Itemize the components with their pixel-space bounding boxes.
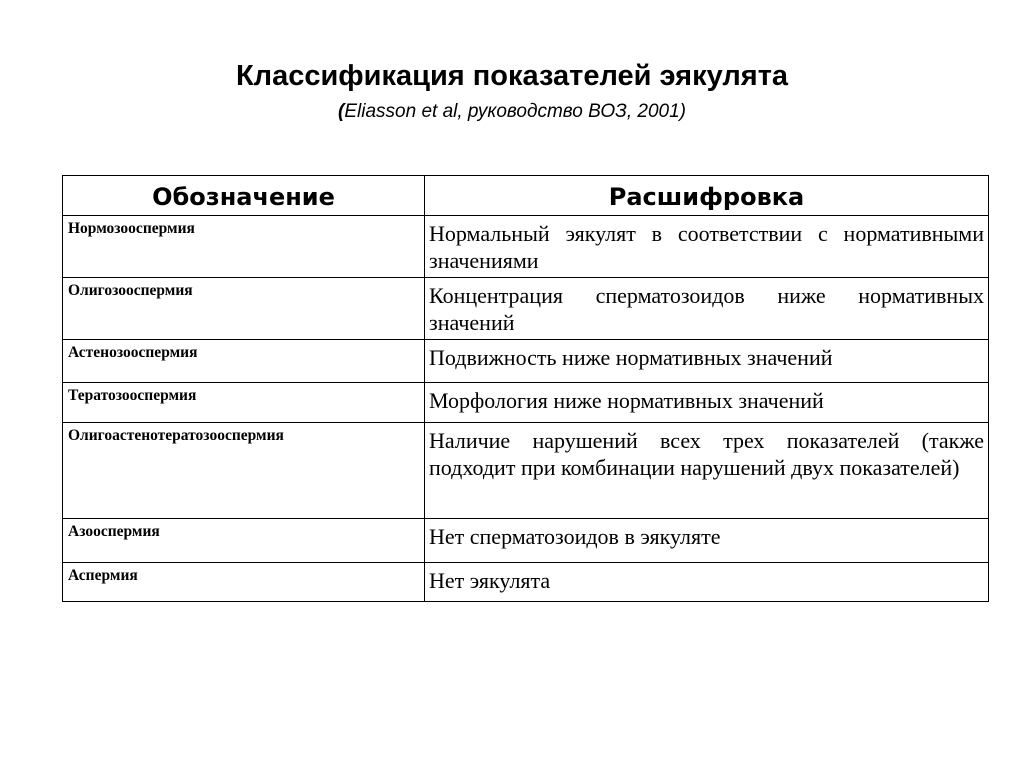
header-decoding: Расшифровка [425,176,989,216]
description-cell: Подвижность ниже нормативных значений [425,340,989,383]
slide-subtitle [0,101,1024,123]
table-row [63,383,989,423]
term-cell: Тератозооспермия [63,383,425,423]
table-row [63,563,989,602]
classification-table [62,175,989,602]
table-row [63,423,989,519]
term-cell: Астенозооспермия [63,340,425,383]
subtitle-open-paren: ( [338,101,345,122]
subtitle-text: Eliasson et al, руководство ВОЗ, 2001) [344,101,686,122]
header-designation: Обозначение [63,176,425,216]
term-cell: Олигозооспермия [63,278,425,340]
term-cell: Азооспермия [63,519,425,563]
description-cell: Нет эякулята [425,563,989,602]
description-cell: Нет сперматозоидов в эякуляте [425,519,989,563]
table-row [63,519,989,563]
description-cell: Нормальный эякулят в соответствии с нормативными значениями [425,216,989,278]
slide-title: Классификация показателей эякулята [235,60,789,92]
description-cell: Наличие нарушений всех трех показателей (также подходит при комбинации нарушений двух показателей) [425,423,989,519]
term-cell: Аспермия [63,563,425,602]
description-cell: Концентрация сперматозоидов ниже нормативных значений [425,278,989,340]
term-cell: Олигоастенотератозооспермия [63,423,425,519]
description-cell: Морфология ниже нормативных значений [425,383,989,423]
table-row [63,278,989,340]
table-row [63,216,989,278]
table-header-row [63,176,989,216]
table-row [63,340,989,383]
term-cell: Нормозооспермия [63,216,425,278]
